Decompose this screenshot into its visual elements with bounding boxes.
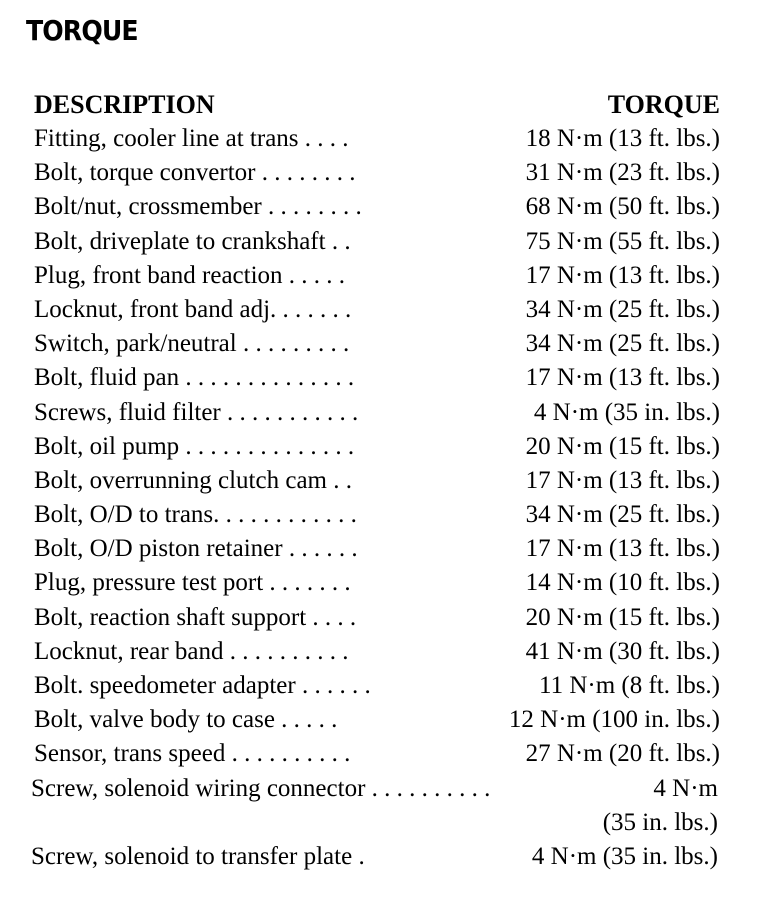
- row-description: Screws, fluid filter . . . . . . . . . . .: [34, 398, 359, 426]
- row-description: Bolt, valve body to case . . . . .: [34, 706, 338, 734]
- table-row: [0, 464, 768, 498]
- table-row: [0, 225, 768, 259]
- table-row: [0, 156, 768, 190]
- table-row: [0, 703, 768, 737]
- row-torque: 41 N·m (30 ft. lbs.): [525, 637, 720, 665]
- row-description: Bolt, driveplate to crankshaft . .: [34, 227, 351, 255]
- row-torque: 31 N·m (23 ft. lbs.): [525, 159, 720, 187]
- table-row: [0, 566, 768, 600]
- row-description: Screw, solenoid wiring connector . . . . . . . . . .: [31, 774, 491, 802]
- row-description: Switch, park/neutral . . . . . . . . .: [34, 330, 350, 358]
- row-description: Bolt, fluid pan . . . . . . . . . . . . . .: [34, 364, 355, 392]
- table-row: [0, 601, 768, 635]
- row-torque: 14 N·m (10 ft. lbs.): [525, 569, 720, 597]
- row-torque: 4 N·m: [653, 774, 718, 802]
- row-torque: 34 N·m (25 ft. lbs.): [525, 501, 720, 529]
- row-description: Plug, pressure test port . . . . . . .: [34, 569, 351, 597]
- column-header-torque: TORQUE: [607, 90, 720, 119]
- row-torque: 17 N·m (13 ft. lbs.): [525, 364, 720, 392]
- table-row: [0, 190, 768, 224]
- row-torque: 17 N·m (13 ft. lbs.): [525, 535, 720, 563]
- table-row: [0, 772, 768, 806]
- row-description: Bolt/nut, crossmember . . . . . . . .: [34, 193, 362, 221]
- row-description: Plug, front band reaction . . . . .: [34, 261, 346, 289]
- row-description: Locknut, rear band . . . . . . . . . .: [34, 637, 349, 665]
- row-torque: 17 N·m (13 ft. lbs.): [525, 261, 720, 289]
- row-torque: 18 N·m (13 ft. lbs.): [525, 125, 720, 152]
- row-description: Screw, solenoid to transfer plate .: [31, 842, 365, 870]
- row-description: Locknut, front band adj. . . . . . .: [34, 295, 352, 323]
- row-torque: 4 N·m (35 in. lbs.): [533, 398, 720, 426]
- row-torque: 20 N·m (15 ft. lbs.): [525, 432, 720, 460]
- row-description: Sensor, trans speed . . . . . . . . . .: [34, 740, 351, 768]
- row-torque: 20 N·m (15 ft. lbs.): [525, 603, 720, 631]
- row-torque: 34 N·m (25 ft. lbs.): [525, 295, 720, 323]
- row-torque: 4 N·m (35 in. lbs.): [531, 842, 718, 870]
- row-torque: 75 N·m (55 ft. lbs.): [525, 227, 720, 255]
- row-description: Bolt. speedometer adapter . . . . . .: [34, 672, 371, 699]
- table-row: [0, 669, 768, 703]
- row-description: Bolt, reaction shaft support . . . .: [34, 603, 357, 631]
- table-header: [34, 90, 720, 122]
- row-torque: 27 N·m (20 ft. lbs.): [525, 740, 720, 768]
- table-row: [0, 635, 768, 669]
- page-title: TORQUE: [26, 14, 138, 47]
- table-row: [0, 327, 768, 361]
- table-row: [0, 498, 768, 532]
- row-description: Bolt, O/D to trans. . . . . . . . . . . .: [34, 501, 357, 529]
- row-torque: 11 N·m (8 ft. lbs.): [539, 672, 720, 699]
- table-row: [0, 293, 768, 327]
- table-row-continuation: [0, 806, 768, 840]
- row-torque: (35 in. lbs.): [602, 808, 718, 836]
- row-torque: 34 N·m (25 ft. lbs.): [525, 330, 720, 358]
- column-header-description: DESCRIPTION: [34, 90, 215, 119]
- table-row: [0, 259, 768, 293]
- table-row: [0, 361, 768, 395]
- row-description: Bolt, torque convertor . . . . . . . .: [34, 159, 356, 187]
- torque-table: [0, 122, 768, 874]
- table-row: [0, 396, 768, 430]
- table-row: [0, 122, 768, 156]
- table-row: [0, 737, 768, 771]
- row-description: Bolt, overrunning clutch cam . .: [34, 466, 352, 494]
- table-row: [0, 532, 768, 566]
- row-description: Bolt, O/D piston retainer . . . . . .: [34, 535, 358, 563]
- row-torque: 17 N·m (13 ft. lbs.): [525, 466, 720, 494]
- row-description: Fitting, cooler line at trans . . . .: [34, 125, 349, 152]
- table-row: [0, 840, 768, 874]
- row-torque: 68 N·m (50 ft. lbs.): [525, 193, 720, 221]
- row-description: Bolt, oil pump . . . . . . . . . . . . . .: [34, 432, 355, 460]
- table-row: [0, 430, 768, 464]
- row-torque: 12 N·m (100 in. lbs.): [508, 706, 720, 734]
